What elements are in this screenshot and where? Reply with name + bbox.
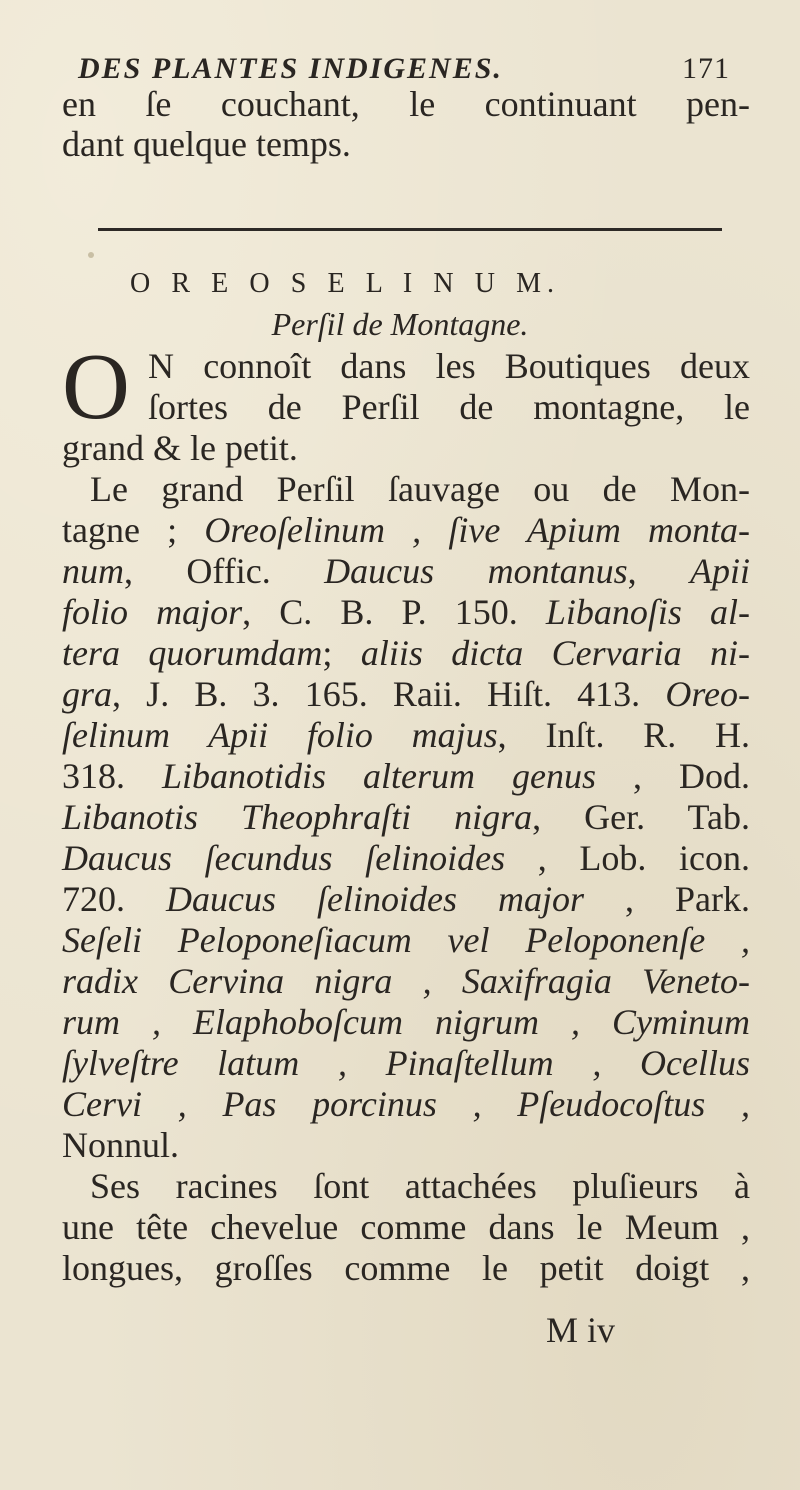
latin-synonym: Apii — [690, 551, 750, 591]
latin-synonym: ſelinum Apii folio majus — [62, 715, 498, 755]
body-line-14 — [62, 879, 750, 919]
body-line-13 — [62, 838, 750, 878]
body-line-21: Ses racines ſont attachées pluſieurs à — [90, 1166, 750, 1206]
body-line-18: ſylveſtre latum , Pinaſtellum , Ocellus — [62, 1043, 750, 1083]
body-line-8 — [62, 633, 750, 673]
latin-synonym: Libanotidis alterum genus — [162, 756, 597, 796]
reference: , J. B. 3. 165. Raii. Hiſt. 413. — [112, 674, 666, 714]
text-roman: tagne ; — [62, 510, 205, 550]
latin-synonym: gra — [62, 674, 113, 714]
body-line-3: grand & le petit. — [62, 428, 298, 468]
section-title: O R E O S E L I N U M. — [130, 268, 560, 299]
reference: , Lob. icon. — [505, 838, 750, 878]
latin-synonym: Libanotis Theophraſti nigra — [62, 797, 533, 837]
body-line-7 — [62, 592, 750, 632]
body-line-4: Le grand Perſil ſauvage ou de Mon- — [90, 469, 750, 509]
body-line-1: N connoît dans les Boutiques deux — [148, 346, 750, 386]
text-roman: ; — [322, 633, 361, 673]
latin-synonym: aliis dicta Cervaria ni- — [360, 633, 750, 673]
reference: , Park. — [584, 879, 750, 919]
running-title: DES PLANTES INDIGENES. — [78, 52, 503, 85]
body-line-22: une tête chevelue comme dans le Meum , — [62, 1207, 750, 1247]
continuation-line-1: en ſe couchant, le continuant pen- — [62, 84, 750, 124]
latin-synonym: num — [62, 551, 124, 591]
body-line-23: longues, groſſes comme le petit doigt , — [62, 1248, 750, 1288]
page-number: 171 — [682, 52, 730, 85]
ink-speck — [88, 252, 94, 258]
body-line-12 — [62, 797, 750, 837]
reference: , C. B. P. 150. — [242, 592, 546, 632]
latin-synonym: Daucus ſecundus ſelinoides — [62, 838, 506, 878]
body-line-17: rum , Elaphoboſcum nigrum , Cyminum — [62, 1002, 750, 1042]
reference: 318. — [62, 756, 162, 796]
signature-mark: M iv — [546, 1310, 616, 1350]
body-line-9 — [62, 674, 750, 714]
latin-synonym: Daucus ſelinoides major — [166, 879, 584, 919]
latin-synonym: Daucus montanus — [324, 551, 628, 591]
body-line-2: ſortes de Perſil de montagne, le — [148, 387, 750, 427]
latin-synonym: Oreo- — [665, 674, 750, 714]
reference: 720. — [62, 879, 167, 919]
body-line-6 — [62, 551, 750, 591]
body-line-11 — [62, 756, 750, 796]
reference: , Dod. — [596, 756, 751, 796]
section-subtitle: Perſil de Montagne. — [271, 306, 529, 342]
section-divider-rule — [98, 228, 722, 231]
latin-synonym: Libanoſis al- — [545, 592, 751, 632]
reference: , Inſt. R. H. — [497, 715, 750, 755]
reference: , Offic. — [124, 551, 325, 591]
body-line-19: Cervi , Pas porcinus , Pſeudocoſtus , — [62, 1084, 750, 1124]
body-line-10 — [62, 715, 750, 755]
body-line-15: Seſeli Peloponeſiacum vel Peloponenſe , — [62, 920, 750, 960]
body-line-5 — [62, 510, 750, 550]
reference: , Ger. Tab. — [532, 797, 750, 837]
continuation-line-2: dant quelque temps. — [62, 124, 351, 164]
latin-synonym: tera quorumdam — [62, 633, 323, 673]
text-roman: , — [627, 551, 690, 591]
body-line-20: Nonnul. — [62, 1125, 179, 1165]
latin-synonym: Oreoſelinum , ſive Apium monta- — [204, 510, 751, 550]
drop-cap: O — [62, 335, 130, 439]
body-line-16: radix Cervina nigra , Saxifragia Veneto- — [62, 961, 750, 1001]
running-head — [78, 52, 730, 86]
latin-synonym: folio major — [62, 592, 243, 632]
